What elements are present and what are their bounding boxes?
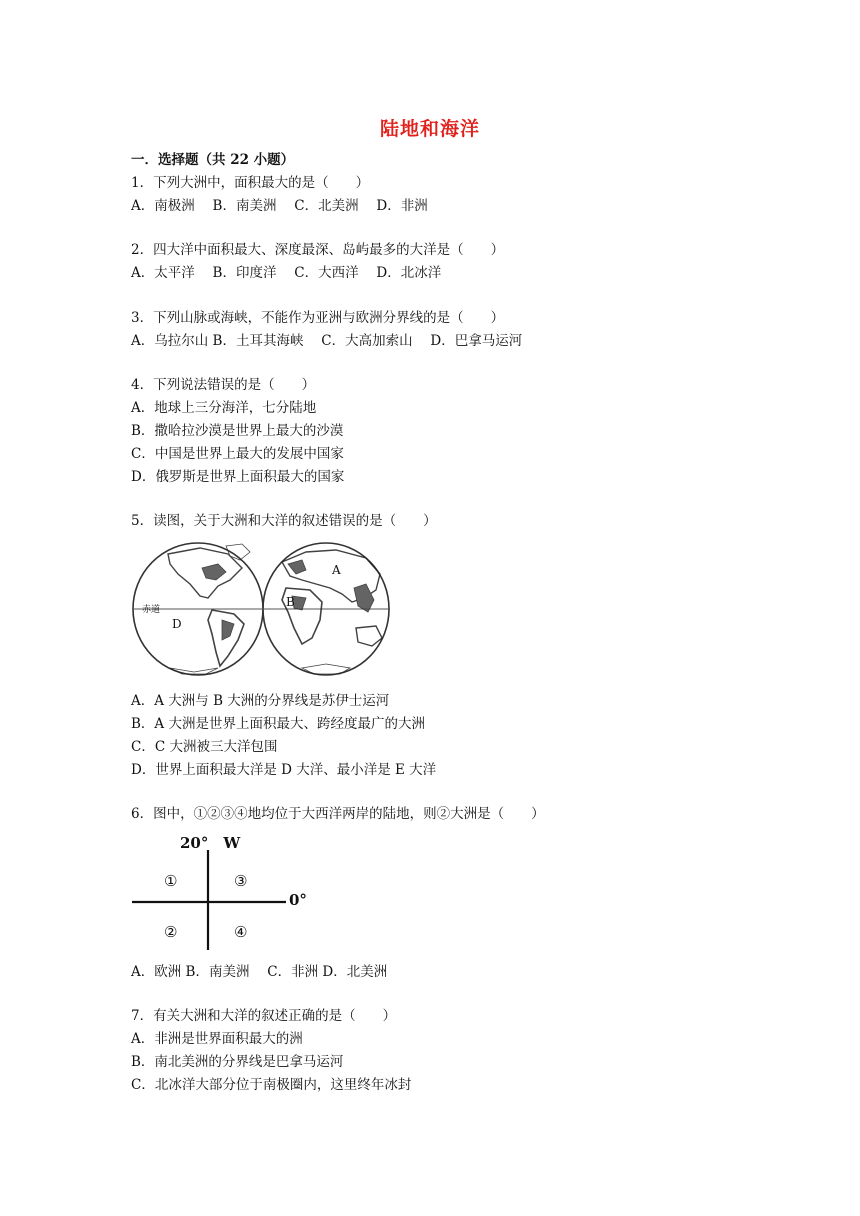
q6-options: A．欧洲 B．南美洲 C．非洲 D．北美洲	[131, 964, 388, 980]
section-heading: 一．选择题（共 22 小题）	[131, 152, 295, 168]
q3-options: A．乌拉尔山 B．土耳其海峡 C．大高加索山 D．巴拿马运河	[131, 333, 523, 349]
q4-option-a: A．地球上三分海洋，七分陆地	[131, 400, 317, 416]
marker-2: ②	[164, 923, 178, 941]
q5-stem: 5．读图，关于大洲和大洋的叙述错误的是（ ）	[131, 513, 437, 529]
map-label-a: A	[332, 563, 341, 577]
q3-stem: 3．下列山脉或海峡，不能作为亚洲与欧洲分界线的是（ ）	[131, 310, 505, 326]
q2-options: A．太平洋 B．印度洋 C．大西洋 D．北冰洋	[131, 265, 442, 281]
q5-option-a: A．A 大洲与 B 大洲的分界线是苏伊士运河	[131, 693, 390, 709]
map-label-d: D	[172, 617, 182, 631]
quadrant-diagram	[130, 830, 320, 954]
q5-option-d: D．世界上面积最大洋是 D 大洋、最小洋是 E 大洋	[131, 762, 437, 778]
q4-option-d: D．俄罗斯是世界上面积最大的国家	[131, 469, 345, 485]
page-title: 陆地和海洋	[379, 118, 480, 140]
map-label-b: B	[286, 595, 295, 609]
equator-label: 赤道	[142, 605, 161, 615]
q7-stem: 7．有关大洲和大洋的叙述正确的是（ ）	[131, 1008, 397, 1024]
q7-option-c: C．北冰洋大部分位于南极圈内，这里终年冰封	[131, 1077, 412, 1093]
q5-option-c: C．C 大洲被三大洋包围	[131, 739, 278, 755]
marker-1: ①	[164, 872, 178, 890]
q4-option-c: C．中国是世界上最大的发展中国家	[131, 446, 344, 462]
q4-option-b: B．撒哈拉沙漠是世界上最大的沙漠	[131, 423, 344, 439]
q1-options: A．南极洲 B．南美洲 C．北美洲 D．非洲	[131, 198, 428, 214]
longitude-label: 20° W	[180, 834, 241, 852]
marker-3: ③	[234, 872, 248, 890]
marker-4: ④	[234, 923, 248, 941]
q7-option-a: A．非洲是世界面积最大的洲	[131, 1031, 303, 1047]
q5-option-b: B．A 大洲是世界上面积最大、跨经度最广的大洲	[131, 716, 425, 732]
world-hemispheres-map	[130, 540, 392, 680]
q1-stem: 1．下列大洲中，面积最大的是（ ）	[131, 175, 370, 191]
q4-stem: 4．下列说法错误的是（ ）	[131, 377, 316, 393]
q2-stem: 2．四大洋中面积最大、深度最深、岛屿最多的大洋是（ ）	[131, 242, 505, 258]
q6-stem: 6．图中，①②③④地均位于大西洋两岸的陆地，则②大洲是（ ）	[131, 806, 545, 822]
q7-option-b: B．南北美洲的分界线是巴拿马运河	[131, 1054, 344, 1070]
latitude-label: 0°	[289, 891, 307, 909]
